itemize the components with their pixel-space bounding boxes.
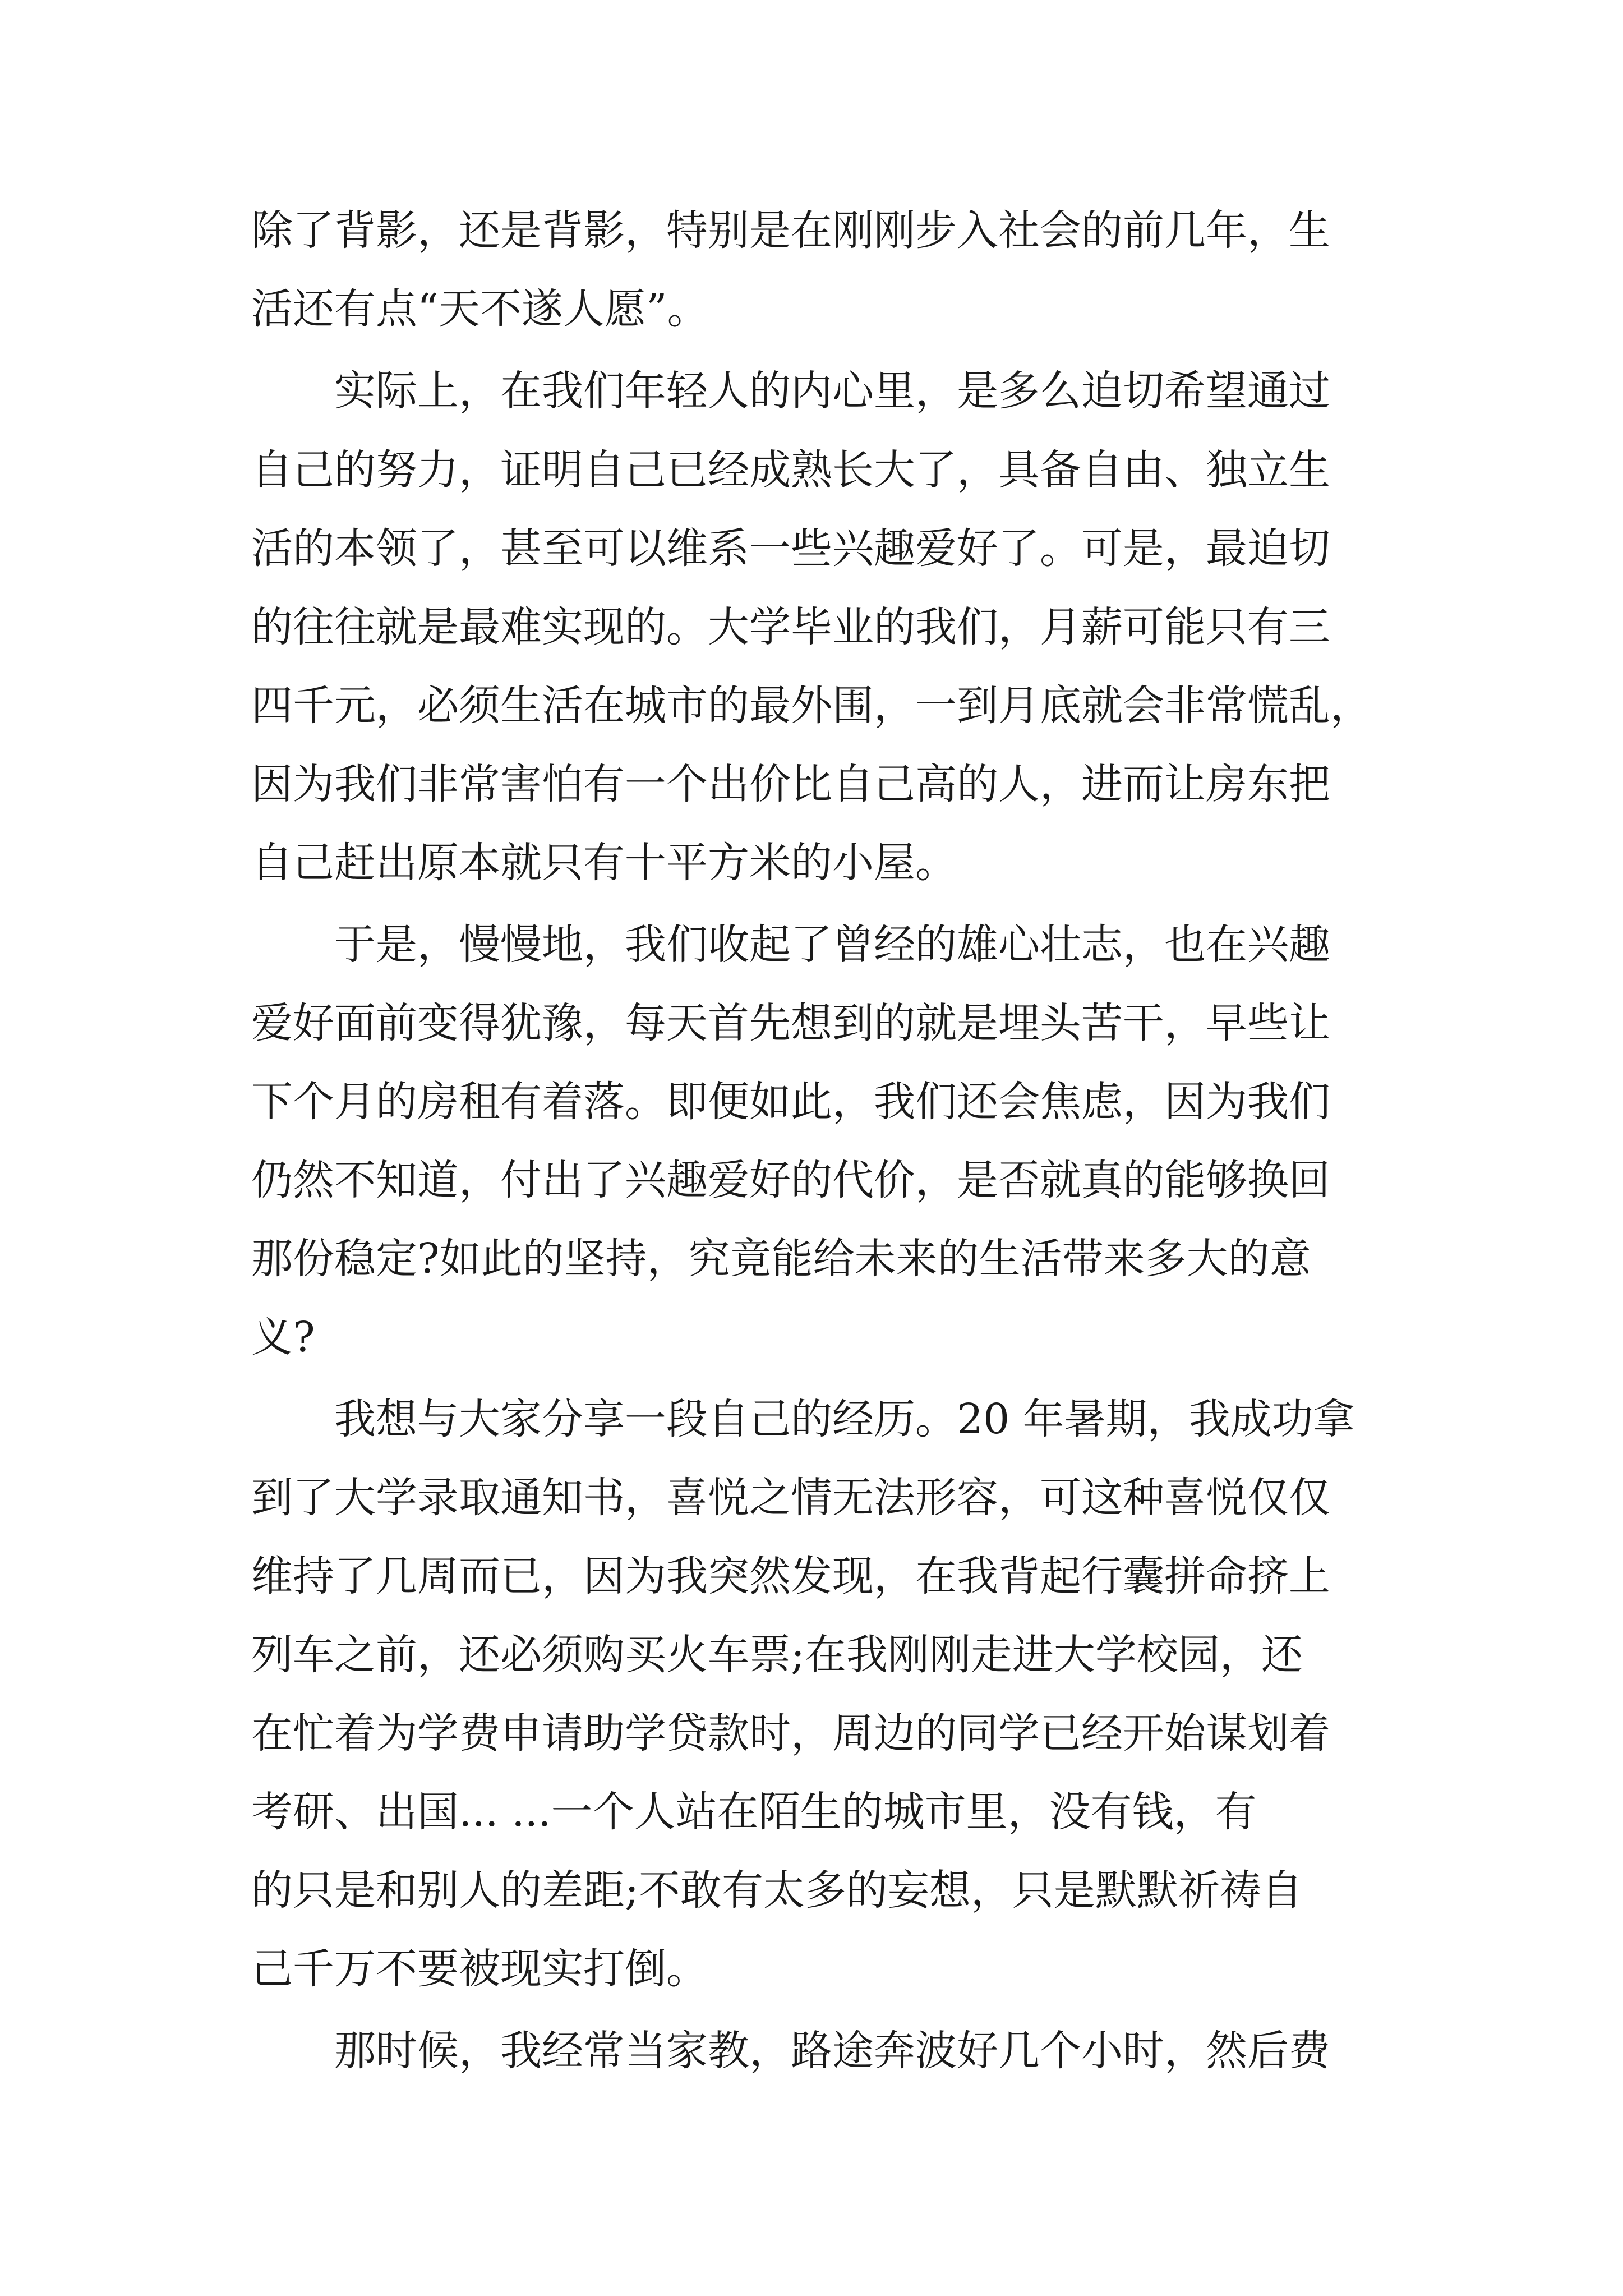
text-line: 的往往就是最难实现的。大学毕业的我们，月薪可能只有三 bbox=[251, 603, 1330, 651]
text-line: 自己的努力，证明自己已经成熟长大了，具备自由、独立生 bbox=[251, 446, 1330, 494]
text-line: 义? bbox=[251, 1313, 315, 1361]
text-line: 四千元，必须生活在城市的最外围，一到月底就会非常慌乱， bbox=[251, 682, 1372, 730]
text-line: 除了背影，还是背影，特别是在刚刚步入社会的前几年，生 bbox=[251, 206, 1330, 255]
text-line: 那时候，我经常当家教，路途奔波好几个小时，然后费 bbox=[251, 2027, 1330, 2075]
text-line: 的只是和别人的差距;不敢有太多的妄想，只是默默祈祷自 bbox=[251, 1866, 1303, 1915]
text-line: 仍然不知道，付出了兴趣爱好的代价，是否就真的能够换回 bbox=[251, 1156, 1330, 1204]
text-line: 因为我们非常害怕有一个出价比自己高的人，进而让房东把 bbox=[251, 760, 1330, 808]
text-line: 那份稳定?如此的坚持，究竟能给未来的生活带来多大的意 bbox=[251, 1235, 1311, 1283]
text-line: 己千万不要被现实打倒。 bbox=[251, 1945, 708, 1993]
text-line: 列车之前，还必须购买火车票;在我刚刚走进大学校园，还 bbox=[251, 1631, 1303, 1679]
text-line: 在忙着为学费申请助学贷款时，周边的同学已经开始谋划着 bbox=[251, 1709, 1330, 1757]
text-line: 于是，慢慢地，我们收起了曾经的雄心壮志，也在兴趣 bbox=[251, 921, 1330, 969]
text-line: 考研、出国... ...一个人站在陌生的城市里，没有钱，有 bbox=[251, 1788, 1257, 1836]
text-line: 我想与大家分享一段自己的经历。20 年暑期，我成功拿 bbox=[251, 1395, 1355, 1443]
text-line: 爱好面前变得犹豫，每天首先想到的就是埋头苦干，早些让 bbox=[251, 999, 1330, 1047]
text-line: 实际上，在我们年轻人的内心里，是多么迫切希望通过 bbox=[251, 367, 1330, 415]
text-line: 自己赶出原本就只有十平方米的小屋。 bbox=[251, 839, 957, 887]
text-line: 活的本领了，甚至可以维系一些兴趣爱好了。可是，最迫切 bbox=[251, 524, 1330, 573]
text-line: 下个月的房租有着落。即便如此，我们还会焦虑，因为我们 bbox=[251, 1078, 1330, 1126]
text-line: 活还有点“天不遂人愿”。 bbox=[251, 285, 709, 333]
text-line: 维持了几周而已，因为我突然发现，在我背起行囊拼命挤上 bbox=[251, 1552, 1330, 1600]
text-line: 到了大学录取通知书，喜悦之情无法形容，可这种喜悦仅仅 bbox=[251, 1474, 1330, 1522]
